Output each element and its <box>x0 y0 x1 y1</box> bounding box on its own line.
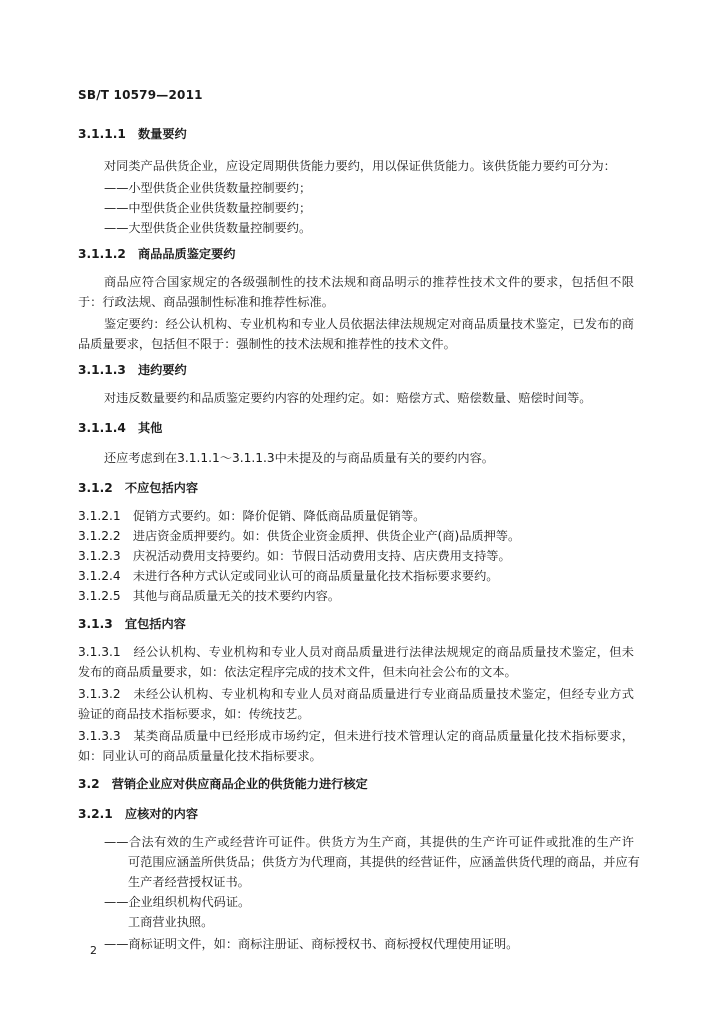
text-line: ——中型供货企业供货数量控制要约； <box>104 201 312 215</box>
document-header-id: SB/T 10579—2011 <box>78 88 203 102</box>
text-line: 3.1.3.3 某类商品质量中已经形成市场约定，但未进行技术管理认定的商品质量量化技术指标要求， <box>78 729 634 743</box>
text-line: ——小型供货企业供货数量控制要约； <box>104 181 312 195</box>
text-line: 如：同业认可的商品质量量化技术指标要求。 <box>78 749 322 763</box>
text-line: 于：行政法规、商品强制性标准和推荐性标准。 <box>78 295 334 309</box>
text-line: 对同类产品供货企业，应设定周期供货能力要约，用以保证供货能力。该供货能力要约可分为： <box>104 159 616 173</box>
text-line: 3.1.2.5 其他与商品质量无关的技术要约内容。 <box>78 589 341 603</box>
text-line: 还应考虑到在3.1.1.1～3.1.1.3中未提及的与商品质量有关的要约内容。 <box>104 451 494 465</box>
text-line: 验证的商品技术指标要求，如：传统技艺。 <box>78 707 310 721</box>
section-heading: 3.2 营销企业应对供应商品企业的供货能力进行核定 <box>78 777 368 791</box>
text-line: 生产者经营授权证书。 <box>128 875 250 889</box>
text-line: 3.1.2.1 促销方式要约。如：降价促销、降低商品质量促销等。 <box>78 509 426 523</box>
text-line: 工商营业执照。 <box>128 915 214 929</box>
text-line: 3.1.2.3 庆祝活动费用支持要约。如：节假日活动费用支持、店庆费用支持等。 <box>78 549 511 563</box>
text-line: 品质量要求，包括但不限于：强制性的技术法规和推荐性的技术文件。 <box>78 337 456 351</box>
text-line: 商品应符合国家规定的各级强制性的技术法规和商品明示的推荐性技术文件的要求，包括但不限 <box>104 275 634 289</box>
text-line: 3.1.3.1 经公认机构、专业机构和专业人员对商品质量进行法律法规规定的商品质量技术鉴定，但未 <box>78 645 634 659</box>
text-line: ——商标证明文件，如：商标注册证、商标授权书、商标授权代理使用证明。 <box>104 937 519 951</box>
section-heading: 3.1.2 不应包括内容 <box>78 481 199 495</box>
section-heading: 3.1.3 宜包括内容 <box>78 617 186 631</box>
section-heading: 3.1.1.2 商品品质鉴定要约 <box>78 247 236 261</box>
section-heading: 3.1.1.1 数量要约 <box>78 127 187 141</box>
text-line: 3.1.3.2 未经公认机构、专业机构和专业人员对商品质量进行专业商品质量技术鉴定，但经专业方式 <box>78 687 634 701</box>
text-line: 对违反数量要约和品质鉴定要约内容的处理约定。如：赔偿方式、赔偿数量、赔偿时间等。 <box>104 391 592 405</box>
text-line: 鉴定要约：经公认机构、专业机构和专业人员依据法律法规规定对商品质量技术鉴定，已发布的商 <box>104 317 634 331</box>
page-number: 2 <box>90 944 97 957</box>
section-heading: 3.1.1.4 其他 <box>78 421 163 435</box>
text-line: ——大型供货企业供货数量控制要约。 <box>104 221 312 235</box>
section-heading: 3.1.1.3 违约要约 <box>78 363 187 377</box>
text-line: ——合法有效的生产或经营许可证件。供货方为生产商，其提供的生产许可证件或批准的生产许 <box>104 835 634 849</box>
text-line: 可范围应涵盖所供货品；供货方为代理商，其提供的经营证件，应涵盖供货代理的商品，并应有 <box>128 855 640 869</box>
text-line: 3.1.2.2 进店资金质押要约。如：供货企业资金质押、供货企业产(商)品质押等。 <box>78 529 521 543</box>
section-heading: 3.2.1 应核对的内容 <box>78 807 199 821</box>
text-line: ——企业组织机构代码证。 <box>104 895 251 909</box>
text-line: 3.1.2.4 未进行各种方式认定或同业认可的商品质量量化技术指标要求要约。 <box>78 569 499 583</box>
text-line: 发布的商品质量要求，如：依法定程序完成的技术文件，但未向社会公布的文本。 <box>78 665 517 679</box>
